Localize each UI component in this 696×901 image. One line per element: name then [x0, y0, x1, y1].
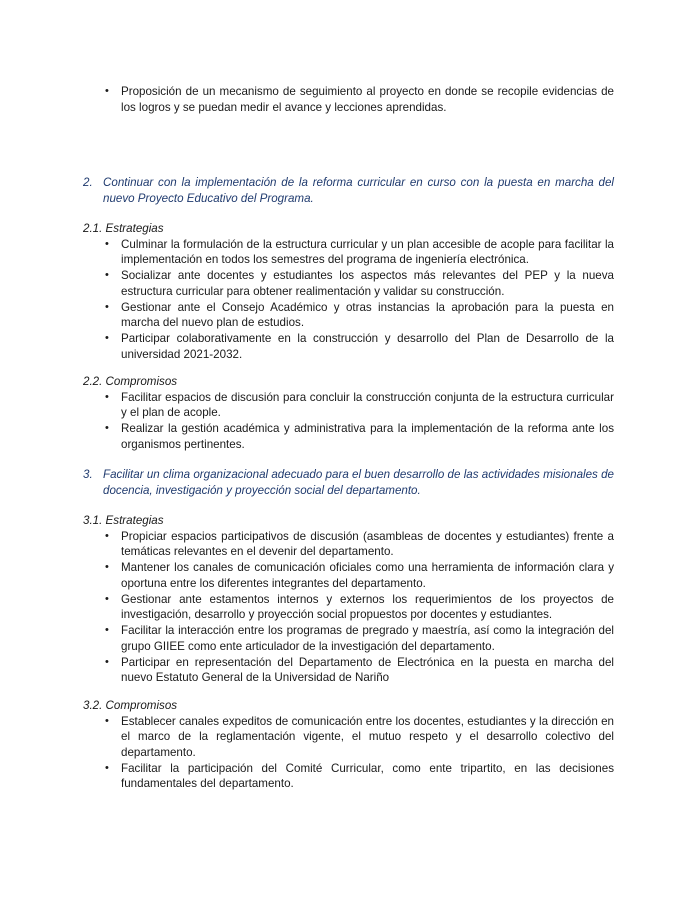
section-number: 2.: [83, 176, 93, 189]
bullet-icon: •: [105, 561, 109, 573]
bullet-icon: •: [105, 761, 109, 774]
bullet-icon: •: [105, 269, 109, 281]
list-item: • Participar en representación del Departamento de Electrónica en la puesta en marcha del nuevo Estatuto General de la Universidad de Nariño: [105, 655, 614, 684]
list-item: • Facilitar espacios de discusión para concluir la construcción conjunta de la estructura curricular y el plan de acople.: [105, 390, 614, 419]
bullet-icon: •: [105, 714, 109, 727]
bullet-icon: •: [105, 624, 109, 636]
bullet-list: [83, 714, 614, 792]
list-item: • Culminar la formulación de la estructura curricular y un plan accesible de acople para facilitar la implementación en todos los semestres del programa de ingeniería electrónica.: [105, 237, 614, 266]
list-item: • Gestionar ante estamentos internos y externos los requerimientos de los proyectos de investigación, desarrollo y proyección social propuestos por docentes y estudiantes.: [105, 592, 614, 621]
bullet-icon: •: [105, 300, 109, 313]
section-2-heading-block: [83, 175, 614, 206]
section-title: Continuar con la implementación de la reforma curricular en curso con la puesta en marcha del nuevo Proyecto Educativo del Programa.: [103, 176, 614, 205]
intro-bullet-list: [83, 84, 614, 115]
list-item: • Realizar la gestión académica y administrativa para la implementación de la reforma ante los organismos pertinentes.: [105, 422, 614, 451]
list-item: • Establecer canales expeditos de comunicación entre los docentes, estudiantes y la dirección en el marco de la reglamentación vigente, el mutuo respeto y el desarrollo colectivo del departamento.: [105, 714, 614, 759]
bullet-list: [83, 237, 614, 363]
bullet-icon: •: [105, 85, 109, 97]
section-2-2-block: [83, 374, 614, 453]
section-3-2-block: [83, 698, 614, 792]
list-item: • Facilitar la participación del Comité Curricular, como ente tripartito, en las decisiones fundamentales del departamento.: [105, 761, 614, 790]
subsection-title: 3.2. Compromisos: [83, 699, 178, 712]
bullet-icon: •: [105, 332, 109, 344]
bullet-icon: •: [105, 529, 109, 542]
section-heading: [83, 467, 614, 498]
list-item: • Facilitar la interacción entre los programas de pregrado y maestría, así como la integración del grupo GIIEE como ente articulador de la investigación del departamento.: [105, 624, 614, 653]
section-number: 3.: [83, 468, 93, 481]
bullet-icon: •: [105, 237, 109, 250]
list-item: • Gestionar ante el Consejo Académico y otras instancias la aprobación para la puesta en marcha del nuevo plan de estudios.: [105, 300, 614, 329]
bullet-icon: •: [105, 390, 109, 403]
list-item: • Mantener los canales de comunicación oficiales como una herramienta de información clara y oportuna entre los diferentes integrantes del departamento.: [105, 561, 614, 590]
intro-block: [83, 84, 614, 116]
section-3-1-block: [83, 513, 614, 686]
section-3-heading-block: [83, 467, 614, 498]
section-title: Facilitar un clima organizacional adecuado para el buen desarrollo de las actividades misionales de docencia, investigación y proyección social del departamento.: [103, 468, 614, 497]
bullet-icon: •: [105, 422, 109, 434]
list-item: • Proposición de un mecanismo de seguimiento al proyecto en donde se recopile evidencias de los logros y se puedan medir el avance y lecciones aprendidas.: [105, 85, 614, 114]
list-item: • Propiciar espacios participativos de discusión (asambleas de docentes y estudiantes) frente a temáticas relevantes en el devenir del departamento.: [105, 529, 614, 558]
list-item: • Socializar ante docentes y estudiantes los aspectos más relevantes del PEP y la nueva estructura curricular para obtener realimentación y validar su construcción.: [105, 269, 614, 298]
subsection-title: 3.1. Estrategias: [83, 514, 164, 527]
section-heading: [83, 175, 614, 206]
subsection-title: 2.1. Estrategias: [83, 222, 164, 235]
subsection-title: 2.2. Compromisos: [83, 375, 178, 388]
list-item: • Participar colaborativamente en la construcción y desarrollo del Plan de Desarrollo de la universidad 2021-2032.: [105, 332, 614, 361]
bullet-list: [83, 529, 614, 686]
bullet-icon: •: [105, 592, 109, 605]
section-2-1-block: [83, 221, 614, 363]
bullet-list: [83, 390, 614, 453]
bullet-icon: •: [105, 655, 109, 668]
